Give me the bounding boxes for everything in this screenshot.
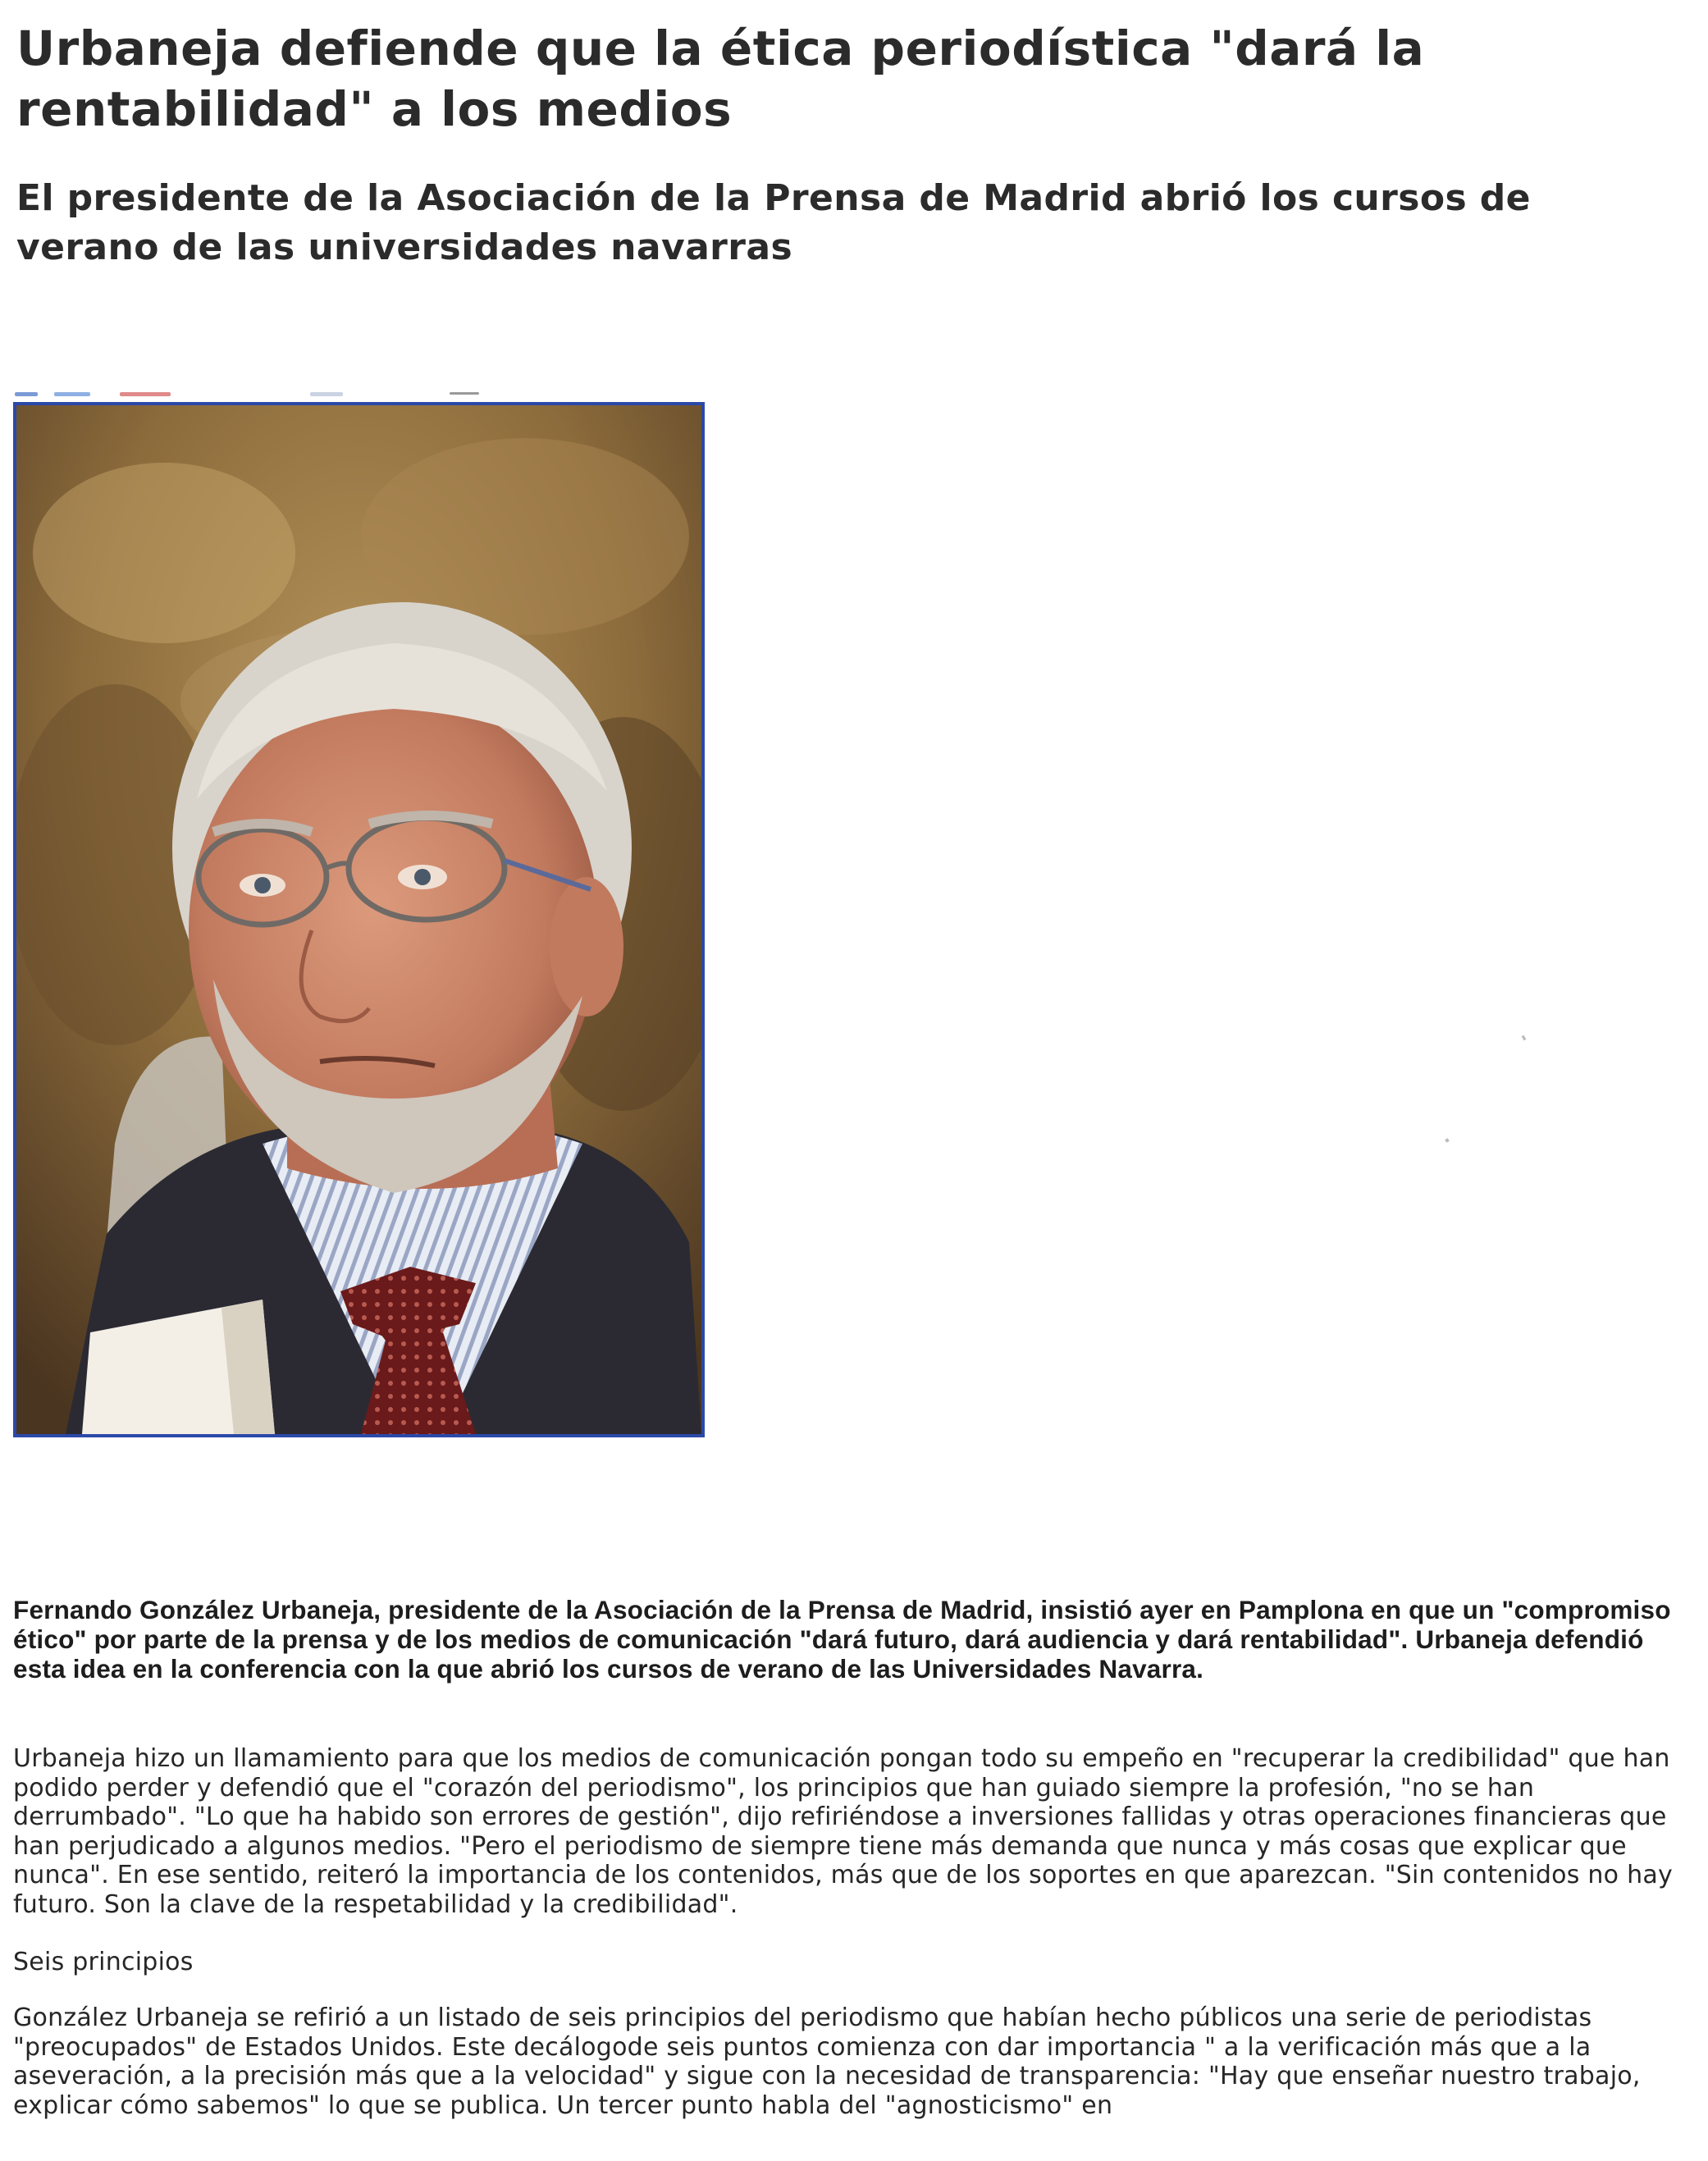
photo-scan-marks: [15, 392, 482, 399]
article-lead: Fernando González Urbaneja, presidente de la Asociación de la Prensa de Madrid, insistió ayer en Pamplona en que un "compromiso ético" por parte de la prensa y de los medios de comunicación "dará futuro, dará audiencia y dará rentabilidad". Urbaneja defendió esta idea en la conferencia con la que abrió los cursos de verano de las Universidades Navarra.: [13, 1595, 1671, 1684]
scan-speck: [1522, 1035, 1527, 1041]
article-photo: [13, 402, 705, 1437]
article-headline: Urbaneja defiende que la ética periodística "dará la rentabilidad" a los medios: [16, 21, 1425, 137]
article-paragraph: Urbaneja hizo un llamamiento para que los medios de comunicación pongan todo su empeño en "recuperar la credibilidad" que han podido perder y defendió que el "corazón del periodismo", los principios que han guiado siempre la profesión, "no se han derrumbado". "Lo que ha habido son errores de gestión", dijo refiriéndose a inversiones fallidas y otras operaciones financieras que han perjudicado a algunos medios. "Pero el periodismo de siempre tiene más demanda que nunca y más cosas que explicar que nunca". En ese sentido, reiteró la importancia de los contenidos, más que de los soportes en que aparezcan. "Sin contenidos no hay futuro. Son la clave de la respetabilidad y la credibilidad".: [13, 1744, 1673, 1919]
article-subheadline: El presidente de la Asociación de la Prensa de Madrid abrió los cursos de verano de las universidades navarras: [16, 177, 1531, 268]
section-heading: Seis principios: [13, 1948, 194, 1976]
scan-speck: [1445, 1138, 1449, 1142]
article-paragraph: González Urbaneja se refirió a un listado de seis principios del periodismo que habían hecho públicos una serie de periodistas "preocupados" de Estados Unidos. Este decálogode seis puntos comienza con dar importancia " a la verificación más que a la aseveración, a la precisión más que a la velocidad" y sigue con la necesidad de transparencia: "Hay que enseñar nuestro trabajo, explicar cómo sabemos" lo que se publica. Un tercer punto habla del "agnosticismo" en: [13, 2003, 1641, 2120]
portrait-illustration: [16, 405, 701, 1434]
